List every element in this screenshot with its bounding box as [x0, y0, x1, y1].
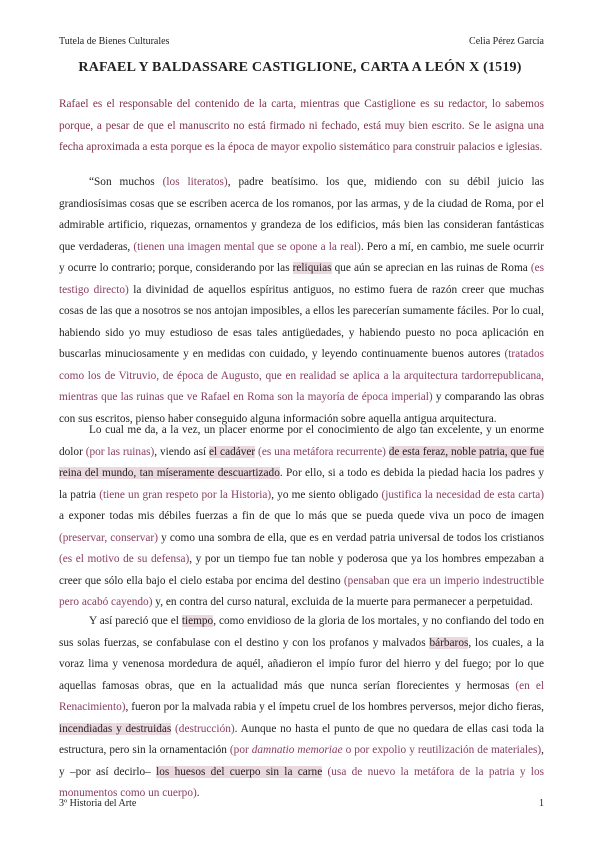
text-run: . Pero a mí, en cambio, me suele ocurrir y ocurre lo contrario; porque, considerando por las [59, 240, 544, 274]
highlight: los huesos del cuerpo sin la carne [156, 765, 323, 778]
text-run: , viendo así [154, 445, 210, 458]
page-header [59, 36, 544, 50]
text-run: a exponer todas mis débiles fuerzas a fin de que lo más que se pueda quede viva un poco de imagen [59, 510, 544, 522]
annotation: (es una metáfora recurrente) [255, 445, 389, 458]
text-run: , y –por así decirlo– [59, 744, 544, 778]
annotation: (tienen una imagen mental que se opone a la real) [133, 240, 361, 253]
text-run: Y así pareció que el [89, 615, 182, 627]
header-course: Tutela de Bienes Culturales [59, 36, 170, 47]
text-run: , y por un tiempo fue tan noble y poderosa que ya los hombres empezaban a creer que sólo ella bajo el cielo estaba por encima del destino [59, 553, 544, 587]
annotation: (preservar, conservar) [59, 531, 158, 544]
text-run: la divinidad de aquellos espíritus antiguos, no estimo fuera de razón creer que muchas cosas de las que a nosotros se nos antojan imposibles, a ellos les parecerían sumamente fáciles. Por lo cual, habiendo sido yo muy estudioso de esas tales antigüedades, y habiendo puesto no poca aplicación en buscarlas minuciosamente y en medidas con cuidado, y leyendo continuamente buenos autores [59, 283, 544, 360]
quote-paragraph-2 [59, 420, 544, 614]
text-run: , padre beatísimo. los que, midiendo con su débil juicio las grandiosísimas cosas que se escriben acerca de los romanos, por las armas, y de la ciudad de Roma, por el admirable artificio, riquezas, ornamentos y grandeza de los edificios, más bien las consideran fantásticas que verdaderas, [59, 176, 545, 253]
annotation: (destrucción) [171, 722, 235, 735]
highlight: incendiadas y destruidas [59, 722, 172, 735]
page-footer [59, 798, 544, 812]
annotation: (los literatos) [162, 176, 228, 188]
intro-paragraph: Rafael es el responsable del contenido de la carta, mientras que Castiglione es su redactor, lo sabemos porque, a pesar de que el manuscrito no está firmado ni fechado, está muy bien escrito. Se le asigna una fecha aproximada a esta porque es la época de mayor expolio sistemático para construir palacios e iglesias. [59, 98, 544, 153]
text-run: , como envidioso de la gloria de los mortales, y no confiando del todo en sus solas fuerzas, se confabulase con el destino y con los profanos y malvados [59, 615, 544, 649]
text-run: y comparando las obras con sus escritos, pienso haber conseguido alguna información sobre aquella antigua arquitectura. [59, 391, 544, 425]
quote-paragraph-1 [59, 172, 544, 430]
annotation: o por expolio y reutilización de materiales) [342, 744, 542, 756]
annotation: (justifica la necesidad de esta carta) [381, 488, 544, 501]
text-run: . [196, 787, 200, 799]
text-run: “Son muchos [89, 176, 163, 188]
text-run: que aún se aprecian en las ruinas de Roma [331, 262, 531, 274]
text-run: Lo cual me da, a la vez, un placer enorme por el conocimiento de algo tan excelente, y un enorme dolor [59, 424, 544, 458]
quote-paragraph-3 [59, 611, 544, 805]
annotation: (por [229, 744, 252, 756]
highlight: de esta feraz, noble patria, que fue reina del mundo, tan míseramente descuartizado [59, 445, 545, 479]
document-title: RAFAEL Y BALDASSARE CASTIGLIONE, CARTA A LEÓN X (1519) [78, 60, 522, 75]
highlight: el cadáver [209, 445, 256, 458]
highlight: tiempo [181, 615, 214, 627]
annotation: (es testigo directo) [59, 262, 544, 296]
annotation: (es el motivo de su defensa) [59, 553, 190, 565]
annotation: (en el Renacimiento) [59, 679, 544, 713]
text-run: y como una sombra de ella, que es en verdad patria universal de todos los cristianos [157, 531, 544, 544]
header-author: Celia Pérez García [469, 36, 544, 47]
footer-course: 3º Historia del Arte [59, 798, 137, 809]
text-run: . Aunque no hasta el punto de que no quedara de ellas casi toda la estructura, pero sin la ornamentación [59, 722, 544, 756]
annotation: (tratados como los de Vitruvio, de época de Augusto, que en realidad se aplica a la arquitectura tardorrepublicana, mientras que las ruinas que ve Rafael en Roma son la mayoría de época imperial) [59, 348, 544, 403]
text-run: , yo me siento obligado [271, 488, 382, 501]
highlight: reliquias [292, 262, 332, 274]
text-run: , fueron por la malvada rabia y el ímpetu cruel de los hombres perversos, mejor dicho fieras, [125, 701, 544, 713]
annotation: (por las ruinas) [85, 445, 155, 458]
annotation: (pensaban que era un imperio indestructible pero acabó cayendo) [59, 574, 544, 608]
text-run: . Por ello, si a todo es debida la piedad hacia los padres y la patria [59, 467, 544, 501]
annotation: (tiene un gran respeto por la Historia) [99, 488, 272, 501]
text-run: y, en contra del curso natural, excluida de la muerte para permanecer a perpetuidad. [152, 596, 533, 608]
highlight: bárbaros [429, 636, 469, 649]
annotation-italic: damnatio memoriae [251, 744, 343, 756]
text-run: , los cuales, a la voraz lima y venenosa mordedura de aquél, añadieron el impío furor del hierro y del fuego; por lo que aquellas famosas obras, que en la actualidad más que nunca serían florecientes y hermosas [59, 636, 545, 692]
page-number: 1 [539, 798, 544, 809]
annotation: (usa de nuevo la metáfora de la patria y los monumentos como un cuerpo) [59, 765, 544, 799]
